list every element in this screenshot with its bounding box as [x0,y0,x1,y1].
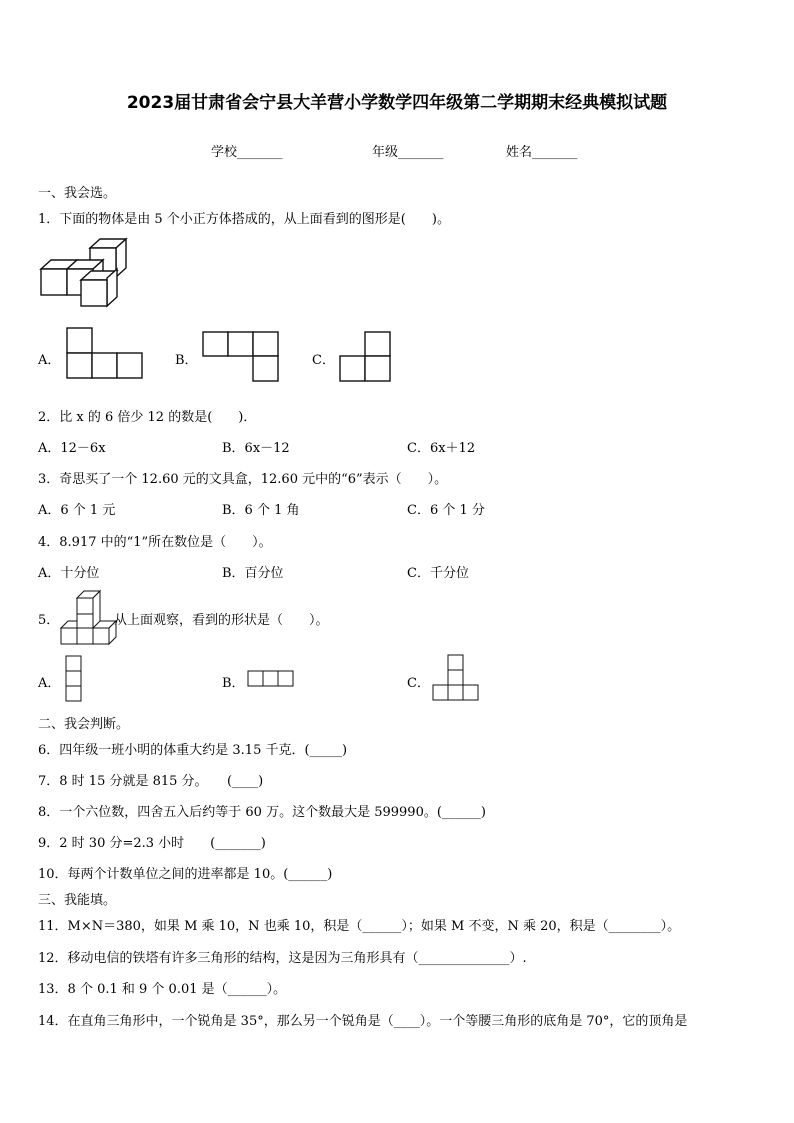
section-heading-judge: 二、我会判断。 [38,717,130,732]
q5-option-b-figure [247,670,295,688]
question-7-text: 7．8 时 15 分就是 815 分。 (____) [38,774,264,789]
cube-stack-figure-1 [38,236,130,302]
q1-option-a-label[interactable]: A． [38,353,61,368]
q2-option-c[interactable]: C．6x＋12 [407,441,476,456]
q2-option-b[interactable]: B．6x－12 [222,441,290,456]
q5-option-a-figure [65,655,83,703]
cube-stack-figure-5 [60,588,116,646]
question-9-text: 9．2 时 30 分=2.3 小时 (_______) [38,836,266,851]
question-10-text: 10．每两个计数单位之间的进率都是 10。(______) [38,867,333,882]
grade-field[interactable]: 年级_______ [372,145,444,160]
q1-option-b-label[interactable]: B． [175,353,198,368]
question-12-text: 12．移动电信的铁塔有许多三角形的结构，这是因为三角形具有（______________）. [38,951,527,966]
q5-option-c-figure [432,654,480,703]
q3-option-a[interactable]: A．6 个 1 元 [38,503,116,518]
q4-option-c[interactable]: C．千分位 [407,566,469,581]
q3-option-b[interactable]: B．6 个 1 角 [222,503,300,518]
question-5-number: 5． [38,613,60,628]
school-field[interactable]: 学校_______ [211,145,283,160]
q1-option-a-figure [66,327,144,381]
q1-option-c-label[interactable]: C． [312,353,335,368]
page-title: 2023届甘肃省会宁县大羊营小学数学四年级第二学期期末经典模拟试题 [126,93,668,113]
q4-option-a[interactable]: A．十分位 [38,566,100,581]
q2-option-a[interactable]: A．12－6x [38,441,106,456]
question-6-text: 6．四年级一班小明的体重大约是 3.15 千克．(_____) [38,743,348,758]
section-heading-choice: 一、我会选。 [38,186,117,201]
question-11-text: 11．M×N＝380，如果 M 乘 10，N 也乘 10，积是（______）；如果 M 不变，N 乘 20，积是（________）。 [38,919,681,934]
q5-option-a-label[interactable]: A． [38,676,61,691]
question-8-text: 8．一个六位数，四舍五入后约等于 60 万。这个数最大是 599990。(______) [38,805,486,820]
question-5-text: 从上面观察，看到的形状是（ ）。 [114,613,329,628]
name-field[interactable]: 姓名_______ [506,145,578,160]
q1-option-b-figure [202,331,280,383]
q1-option-c-figure [339,331,393,383]
question-13-text: 13．8 个 0.1 和 9 个 0.01 是（______）。 [38,982,287,997]
question-2-text: 2．比 x 的 6 倍少 12 的数是( )． [38,410,257,425]
question-3-text: 3．奇思买了一个 12.60 元的文具盒，12.60 元中的“6”表示（ ）。 [38,472,448,487]
question-1-text: 1．下面的物体是由 5 个小正方体搭成的，从上面看到的图形是( )。 [38,212,450,227]
q4-option-b[interactable]: B．百分位 [222,566,284,581]
q5-option-c-label[interactable]: C． [407,676,430,691]
question-4-text: 4．8.917 中的“1”所在数位是（ ）。 [38,535,272,550]
q3-option-c[interactable]: C．6 个 1 分 [407,503,485,518]
question-14-text: 14．在直角三角形中，一个锐角是 35°，那么另一个锐角是（____）。一个等腰三角形的底角是 70°，它的顶角是 [38,1014,688,1029]
section-heading-fill: 三、我能填。 [38,893,117,908]
q5-option-b-label[interactable]: B． [222,676,245,691]
